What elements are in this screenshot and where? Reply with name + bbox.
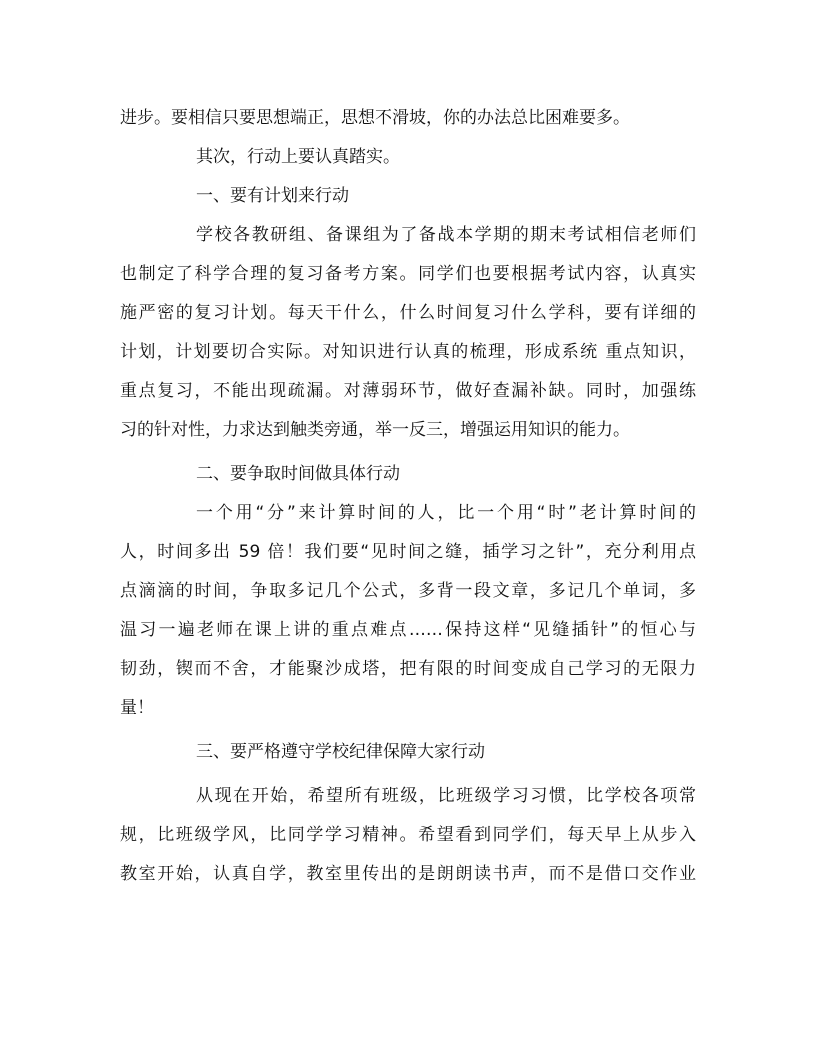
paragraph-line: 量！ bbox=[120, 698, 154, 718]
paragraph-line: 点滴滴的时间，争取多记几个公式，多背一段文章，多记几个单词，多 bbox=[120, 581, 696, 601]
paragraph-line: 韧劲，锲而不舍，才能聚沙成塔，把有限的时间变成自己学习的无限力 bbox=[120, 659, 696, 679]
paragraph-line: 温习一遍老师在课上讲的重点难点……保持这样“见缝插针”的恒心与 bbox=[120, 620, 696, 640]
paragraph-line: 一个用“分”来计算时间的人，比一个用“时”老计算时间的 bbox=[196, 503, 696, 523]
paragraph-line: 从现在开始，希望所有班级，比班级学习习惯，比学校各项常 bbox=[196, 786, 696, 806]
section-heading: 三、要严格遵守学校纪律保障大家行动 bbox=[196, 742, 485, 762]
text-line: 进步。要相信只要思想端正，思想不滑坡，你的办法总比困难要多。 bbox=[120, 108, 630, 128]
paragraph-line: 习的针对性，力求达到触类旁通，举一反三，增强运用知识的能力。 bbox=[120, 420, 630, 440]
paragraph-line: 施严密的复习计划。每天干什么，什么时间复习什么学科，要有详细的 bbox=[120, 303, 696, 323]
paragraph-line: 也制定了科学合理的复习备考方案。同学们也要根据考试内容，认真实 bbox=[120, 264, 696, 284]
paragraph-line: 计划，计划要切合实际。对知识进行认真的梳理，形成系统 重点知识， bbox=[120, 342, 696, 362]
section-heading: 一、要有计划来行动 bbox=[196, 186, 349, 206]
paragraph-line: 其次，行动上要认真踏实。 bbox=[196, 147, 400, 167]
paragraph-line: 学校各教研组、备课组为了备战本学期的期末考试相信老师们 bbox=[196, 225, 696, 245]
paragraph-line: 教室开始，认真自学，教室里传出的是朗朗读书声，而不是借口交作业 bbox=[120, 864, 696, 884]
document-body bbox=[120, 99, 696, 894]
paragraph-line: 人，时间多出 59 倍！我们要“见时间之缝，插学习之针”，充分利用点 bbox=[120, 542, 696, 562]
paragraph-line: 重点复习，不能出现疏漏。对薄弱环节，做好查漏补缺。同时，加强练 bbox=[120, 381, 696, 401]
paragraph-line: 规，比班级学风，比同学学习精神。希望看到同学们，每天早上从步入 bbox=[120, 825, 696, 845]
section-heading: 二、要争取时间做具体行动 bbox=[196, 464, 400, 484]
